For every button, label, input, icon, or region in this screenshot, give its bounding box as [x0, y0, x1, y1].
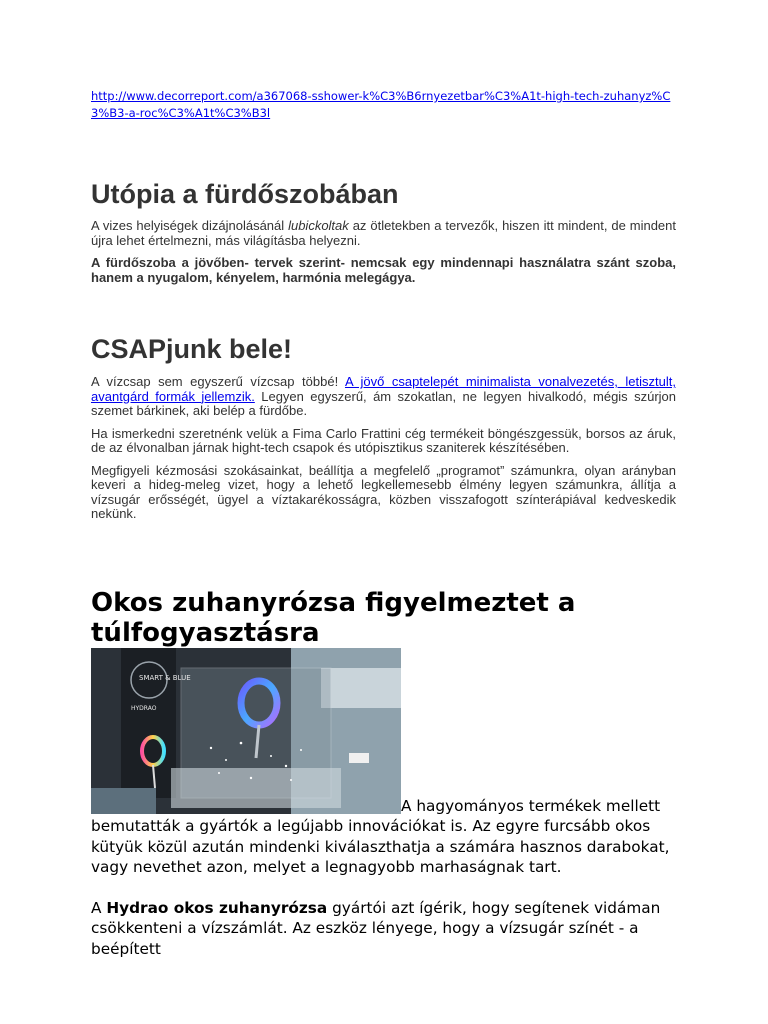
paragraph-future-bathroom: A fürdőszoba a jövőben- tervek szerint- nemcsak egy mindennapi használatra szánt szoba, hanem a nyugalom, kényelem, harmónia melegágya.	[91, 255, 676, 285]
smart-shower-block	[91, 648, 676, 878]
source-url-link[interactable]: http://www.decorreport.com/a367068-sshower-k%C3%B6rnyezetbar%C3%A1t-high-tech-zuhanyz%C3%B3-a-roc%C3%A1t%C3%B3l	[91, 89, 671, 120]
intro-italic-word: lubickoltak	[288, 218, 349, 233]
heading-smart-shower: Okos zuhanyrózsa figyelmeztet a túlfogyasztásra	[91, 587, 576, 648]
photo-illustration	[91, 648, 401, 814]
heading-csapjunk: CSAPjunk bele!	[91, 334, 293, 364]
photo-logo-text: SMART & BLUE	[139, 673, 191, 682]
intro-text-start: A vizes helyiségek dizájnolásánál	[91, 218, 289, 233]
hydrao-showcase-photo	[91, 648, 401, 814]
paragraph-innovations: A hagyományos termékek mellett bemutatták a gyártók a legújabb innovációkat is. Az egyre furcsább okos kütyük közül azután mindenki kiválaszthatja a számára hasznos darabokat, vagy nevethet azon, melyet a legnagyobb marhaságnak tart.	[91, 796, 670, 876]
paragraph-intro	[91, 219, 676, 248]
hydrao-product-name: Hydrao okos zuhanyrózsa	[106, 898, 328, 917]
paragraph-fima: Ha ismerkedni szeretnénk velük a Fima Carlo Frattini cég termékeit böngészgessük, borsos az áruk, de az élvonalban járnak hight-tech csapok és utópisztikus szaniterek készítésében.	[91, 425, 676, 455]
hydrao-text-end: gyártói azt ígérik, hogy segítenek vidáman csökkenteni a vízszámlát. Az eszköz lényege, hogy a vízsugár színét - a beépített	[91, 898, 661, 958]
hydrao-text-start: A	[91, 898, 107, 917]
faucet-link[interactable]: A jövő csaptelepét minimalista vonalvezetés, letisztult, avantgárd formák jellemzik.	[91, 374, 676, 404]
source-url[interactable]	[91, 88, 676, 122]
document-page	[91, 88, 676, 959]
paragraph-hydrao	[91, 898, 676, 960]
paragraph-faucet	[91, 375, 676, 419]
faucet-text-start: A vízcsap sem egyszerű vízcsap többé!	[91, 374, 345, 389]
intro-text-end: az ötletekben a tervezők, hiszen itt mindent, de mindent újra lehet értelmezni, más világításba helyezni.	[91, 218, 677, 248]
photo-brand-text: HYDRAO	[131, 704, 157, 712]
paragraph-habits: Megfigyeli kézmosási szokásainkat, beállítja a megfelelő „programot” számunkra, olyan arányban keveri a hideg-meleg vizet, hogy a lehető legkellemesebb élmény legyen számunkra, állítja a vízsugár erősségét, ügyel a víztakarékosságra, közben visszafogott színterápiával kedveskedik nekünk.	[91, 462, 676, 521]
faucet-text-end: Legyen egyszerű, ám szokatlan, ne legyen hivalkodó, mégis szúrjon szemet bárkinek, aki belép a fürdőbe.	[91, 388, 676, 418]
heading-utopia: Utópia a fürdőszobában	[91, 179, 399, 209]
